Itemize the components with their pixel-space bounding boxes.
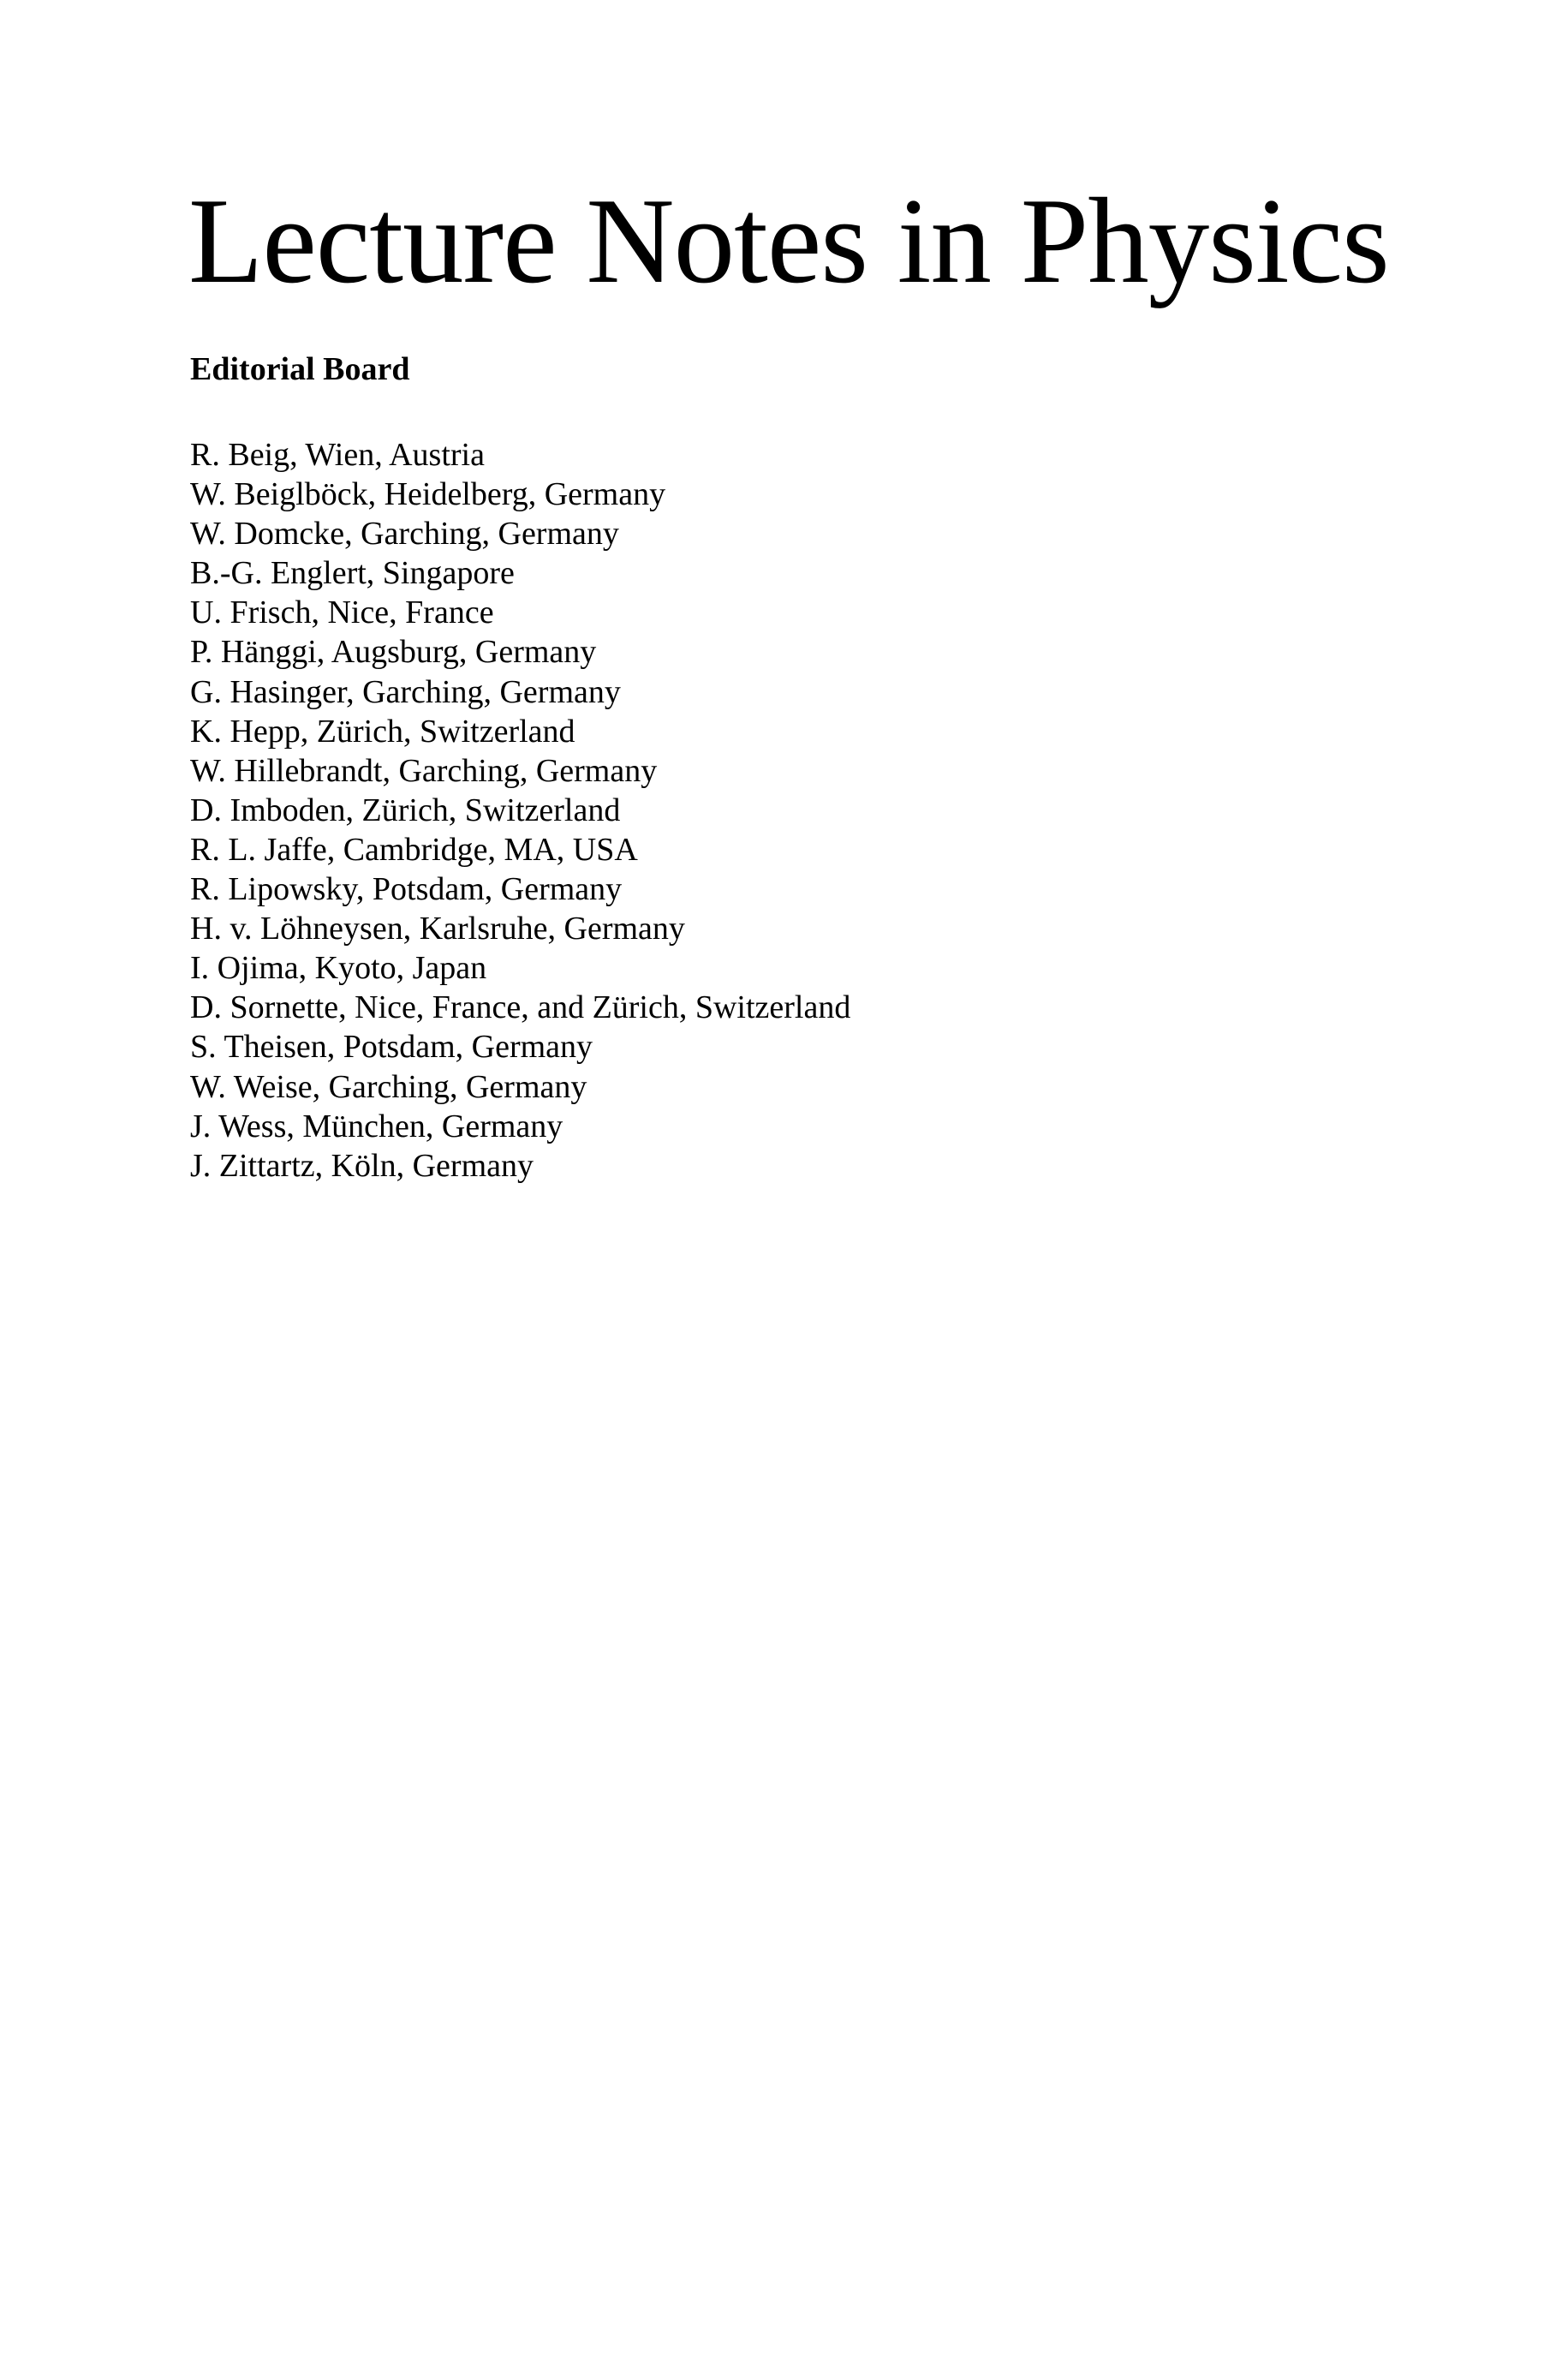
board-member: S. Theisen, Potsdam, Germany: [190, 1029, 593, 1066]
board-member: R. L. Jaffe, Cambridge, MA, USA: [190, 831, 638, 868]
board-member: R. Beig, Wien, Austria: [190, 437, 485, 473]
board-member: W. Domcke, Garching, Germany: [190, 516, 619, 553]
board-member: R. Lipowsky, Potsdam, Germany: [190, 871, 623, 908]
board-member: W. Hillebrandt, Garching, Germany: [190, 752, 658, 789]
board-member: W. Beiglböck, Heidelberg, Germany: [190, 476, 666, 513]
board-member: G. Hasinger, Garching, Germany: [190, 673, 621, 710]
board-member: I. Ojima, Kyoto, Japan: [190, 950, 487, 987]
board-member: J. Zittartz, Köln, Germany: [190, 1147, 534, 1184]
board-member: K. Hepp, Zürich, Switzerland: [190, 713, 575, 750]
board-member: J. Wess, München, Germany: [190, 1108, 563, 1144]
editorial-board-list: [190, 435, 850, 1186]
editorial-board-heading: Editorial Board: [190, 351, 410, 387]
board-member: D. Imboden, Zürich, Switzerland: [190, 792, 621, 828]
board-member: P. Hänggi, Augsburg, Germany: [190, 634, 597, 671]
board-member: H. v. Löhneysen, Karlsruhe, Germany: [190, 911, 685, 947]
series-title: Lecture Notes in Physics: [188, 173, 1389, 308]
board-member: W. Weise, Garching, Germany: [190, 1068, 587, 1105]
board-member: B.-G. Englert, Singapore: [190, 555, 515, 592]
board-member: U. Frisch, Nice, France: [190, 594, 494, 631]
board-member: D. Sornette, Nice, France, and Zürich, Switzerland: [190, 989, 851, 1026]
